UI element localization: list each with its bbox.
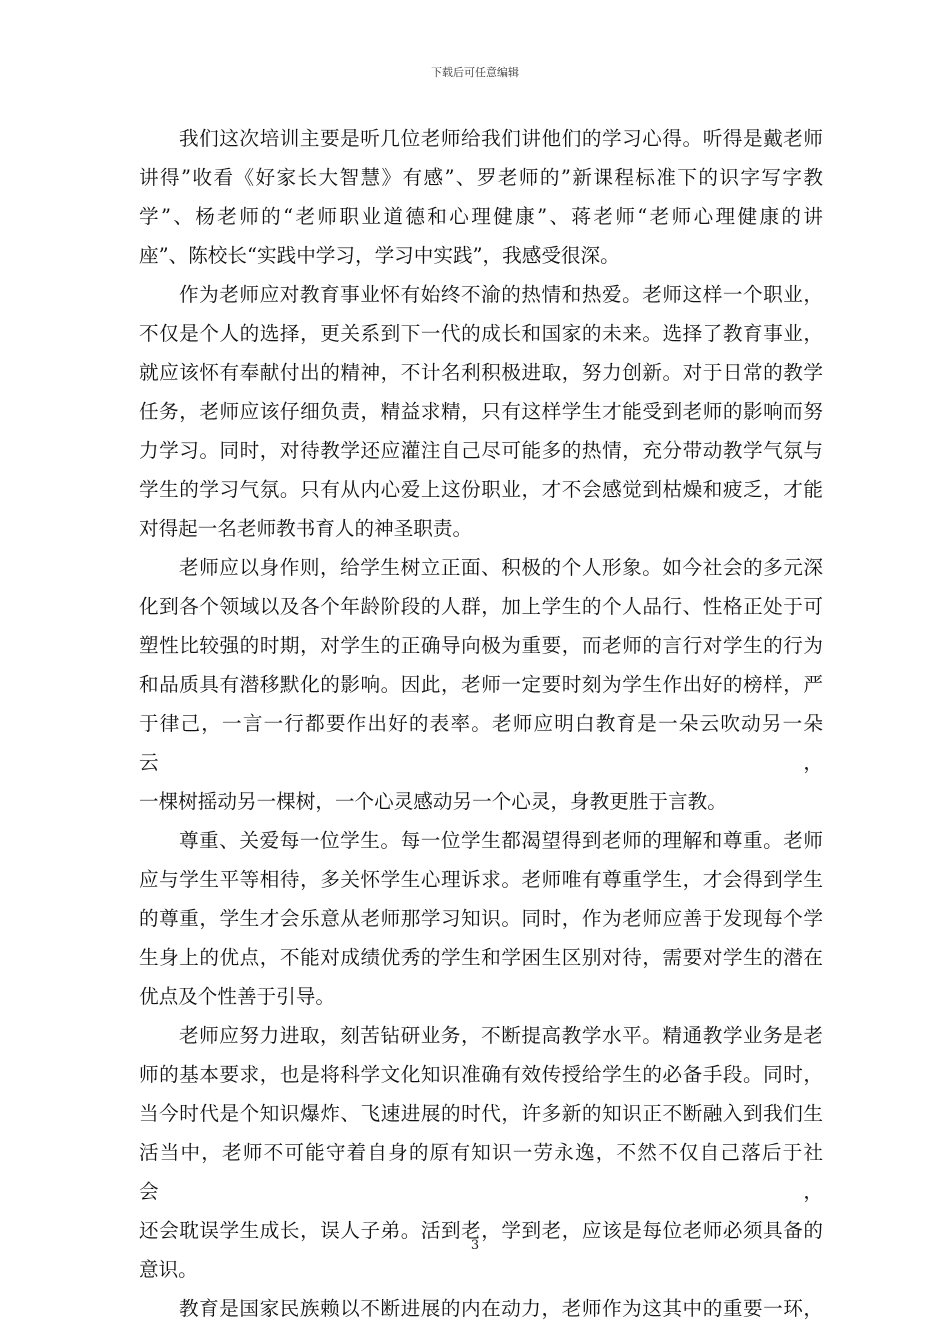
paragraph-line: 当今时代是个知识爆炸、飞速进展的时代，许多新的知识正不断融入到我们生 [139,1102,823,1125]
paragraph-line: 的尊重，学生才会乐意从老师那学习知识。同时，作为老师应善于发现每个学 [139,907,823,930]
paragraph [139,548,823,821]
paragraph-line: 力学习。同时，对待教学还应灌注自己尽可能多的热情，充分带动教学气氛与 [139,439,823,462]
paragraph [139,821,823,1016]
paragraph-line: 应与学生平等相待，多关怀学生心理诉求。老师唯有尊重学生，才会得到学生 [139,868,823,891]
page-number: 3 [470,1238,480,1253]
page-header: 下载后可任意编辑 [431,66,519,79]
paragraph-line: 作为老师应对教育事业怀有始终不渝的热情和热爱。老师这样一个职业， [179,283,823,306]
paragraph-line: 塑性比较强的时期，对学生的正确导向极为重要，而老师的言行对学生的行为 [139,634,823,657]
paragraph-line: 尊重、关爱每一位学生。每一位学生都渴望得到老师的理解和尊重。老师 [179,829,823,852]
paragraph-line: 不仅是个人的选择，更关系到下一代的成长和国家的未来。选择了教育事业， [139,322,823,345]
paragraph-line: 对得起一名老师教书育人的神圣职责。 [139,517,473,540]
paragraph-line: 学”、杨老师的“老师职业道德和心理健康”、蒋老师“老师心理健康的讲 [139,205,823,228]
paragraph-line: 就应该怀有奉献付出的精神，不计名利积极进取，努力创新。对于日常的教学 [139,361,823,384]
paragraph-line: 活当中，老师不可能守着自身的原有知识一劳永逸，不然不仅自己落后于社会， [139,1141,823,1203]
paragraph-line: 化到各个领域以及各个年龄阶段的人群，加上学生的个人品行、性格正处于可 [139,595,823,618]
paragraph-line: 任务，老师应该仔细负责，精益求精，只有这样学生才能受到老师的影响而努 [139,400,823,423]
paragraph-line: 师的基本要求，也是将科学文化知识准确有效传授给学生的必备手段。同时， [139,1063,823,1086]
paragraph-line: 于律己，一言一行都要作出好的表率。老师应明白教育是一朵云吹动另一朵云， [139,712,823,774]
paragraph-line: 老师应努力进取，刻苦钻研业务，不断提高教学水平。精通教学业务是老 [179,1024,823,1047]
paragraph-line: 座”、陈校长“实践中学习，学习中实践”，我感受很深。 [139,244,620,267]
paragraph-line: 学生的学习气氛。只有从内心爱上这份职业，才不会感觉到枯燥和疲乏，才能 [139,478,823,501]
paragraph-line: 我们这次培训主要是听几位老师给我们讲他们的学习心得。听得是戴老师 [179,127,823,150]
paragraph-line: 生身上的优点，不能对成绩优秀的学生和学困生区别对待，需要对学生的潜在 [139,946,823,969]
document-body [139,119,823,1328]
paragraph-line: 意识。 [139,1258,198,1281]
paragraph-line: 老师应以身作则，给学生树立正面、积极的个人形象。如今社会的多元深 [179,556,823,579]
paragraph [139,1289,823,1328]
paragraph-line: 一棵树摇动另一棵树，一个心灵感动另一个心灵，身教更胜于言教。 [139,790,727,813]
paragraph-line: 教育是国家民族赖以不断进展的内在动力，老师作为这其中的重要一环， [179,1297,823,1320]
paragraph-line: 优点及个性善于引导。 [139,985,335,1008]
paragraph-line: 和品质具有潜移默化的影响。因此，老师一定要时刻为学生作出好的榜样，严 [139,673,823,696]
paragraph-line: 还会耽误学生成长，误人子弟。活到老，学到老，应该是每位老师必须具备的 [139,1219,823,1242]
paragraph [139,119,823,275]
paragraph [139,275,823,548]
paragraph-line: 讲得”收看《好家长大智慧》有感”、罗老师的”新课程标准下的识字写字教 [139,166,823,189]
